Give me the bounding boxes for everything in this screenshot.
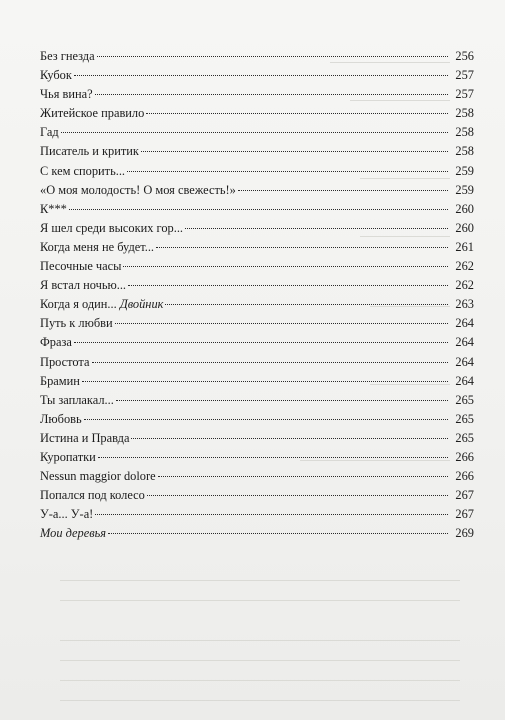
toc-entry-title: У-а... У-а! [40, 507, 94, 522]
toc-entry-title: Попался под колесо [40, 488, 145, 503]
dot-leader [92, 362, 449, 363]
toc-entry-title: Куропатки [40, 449, 96, 464]
toc-entry-title [40, 295, 163, 314]
toc-entry [40, 66, 474, 85]
dot-leader [116, 400, 448, 401]
toc-entry [40, 181, 474, 200]
toc-entry [40, 372, 474, 391]
dot-leader [82, 381, 448, 382]
toc-entry [40, 486, 474, 505]
toc-entry [40, 353, 474, 372]
toc-entry-page: 262 [455, 259, 474, 274]
bleed-through-line [60, 600, 460, 601]
toc-entry [40, 505, 474, 524]
toc-entry-title: «О моя молодость! О моя свежесть!» [40, 182, 236, 197]
dot-leader [147, 495, 448, 496]
toc-entry-page: 258 [455, 106, 474, 121]
bleed-through-line [60, 680, 460, 681]
toc-entry-title-extra: Двойник [119, 297, 164, 312]
toc-entry-title: Брамин [40, 373, 80, 388]
toc-entry-title: Писатель и критик [40, 144, 139, 159]
toc-entry [40, 276, 474, 295]
dot-leader [141, 151, 448, 152]
toc-entry-page: 257 [455, 87, 474, 102]
toc-entry-page: 258 [455, 125, 474, 140]
table-of-contents [40, 47, 474, 543]
toc-entry-title: Истина и Правда [40, 430, 130, 445]
toc-entry-page: 265 [455, 411, 474, 426]
toc-entry-title: Песочные часы [40, 259, 122, 274]
dot-leader [108, 533, 448, 534]
bleed-through-line [60, 580, 460, 581]
dot-leader [97, 56, 448, 57]
dot-leader [156, 247, 448, 248]
toc-entry-title: Nessun maggior dolore [40, 469, 156, 484]
dot-leader [74, 342, 448, 343]
dot-leader [127, 171, 448, 172]
dot-leader [123, 266, 448, 267]
toc-entry [40, 295, 474, 314]
toc-entry [40, 200, 474, 219]
dot-leader [98, 457, 448, 458]
toc-entry-page: 264 [455, 354, 474, 369]
toc-entry-page: 265 [455, 392, 474, 407]
dot-leader [158, 476, 448, 477]
toc-entry [40, 123, 474, 142]
toc-entry-page: 259 [455, 163, 474, 178]
toc-entry-title: Простота [40, 354, 90, 369]
toc-entry-title-main: Когда я один... [40, 297, 117, 312]
dot-leader [69, 209, 448, 210]
dot-leader [84, 419, 448, 420]
toc-entry [40, 429, 474, 448]
dot-leader [95, 514, 448, 515]
toc-entry [40, 142, 474, 161]
toc-entry-title: Без гнезда [40, 49, 95, 63]
dot-leader [74, 75, 448, 76]
dot-leader [128, 285, 448, 286]
toc-entry [40, 391, 474, 410]
toc-entry-title: Я встал ночью... [40, 278, 127, 293]
toc-entry-page: 266 [455, 449, 474, 464]
bleed-through-line [60, 640, 460, 641]
toc-entry [40, 162, 474, 181]
toc-entry-page: 264 [455, 373, 474, 388]
toc-entry-page: 269 [455, 526, 474, 541]
toc-entry-title: Житейское правило [40, 106, 145, 121]
toc-entry-page: 258 [455, 144, 474, 159]
dot-leader [238, 190, 448, 191]
toc-entry-page: 267 [455, 507, 474, 522]
dot-leader [165, 304, 448, 305]
toc-entry-page: 261 [455, 239, 474, 254]
toc-entry-page: 263 [455, 297, 474, 312]
toc-entry-title: Кубок [40, 68, 72, 83]
toc-entry [40, 219, 474, 238]
toc-entry-page: 262 [455, 278, 474, 293]
toc-entry-title: Любовь [40, 411, 82, 426]
toc-entry [40, 314, 474, 333]
toc-entry [40, 238, 474, 257]
toc-entry-title: Мои деревья [40, 526, 107, 541]
toc-entry-title: Гад [40, 125, 59, 140]
toc-entry-title: Чья вина? [40, 87, 93, 102]
toc-entry [40, 47, 474, 66]
toc-entry-title: Ты заплакал... [40, 392, 114, 407]
toc-entry [40, 85, 474, 104]
dot-leader [131, 438, 448, 439]
toc-entry-page: 266 [455, 469, 474, 484]
toc-entry-page: 259 [455, 182, 474, 197]
toc-entry [40, 524, 474, 543]
toc-entry-title: Путь к любви [40, 316, 113, 331]
dot-leader [115, 323, 448, 324]
toc-entry-title: К*** [40, 201, 67, 216]
toc-entry [40, 257, 474, 276]
bleed-through-line [60, 700, 460, 701]
dot-leader [185, 228, 448, 229]
toc-entry-page: 264 [455, 316, 474, 331]
toc-entry [40, 333, 474, 352]
toc-entry-title: Когда меня не будет... [40, 239, 155, 254]
toc-entry-page: 264 [455, 335, 474, 350]
dot-leader [146, 113, 448, 114]
dot-leader [61, 132, 448, 133]
toc-entry-title: С кем спорить... [40, 163, 126, 178]
toc-entry-page: 260 [455, 220, 474, 235]
toc-entry [40, 410, 474, 429]
toc-entry-page: 260 [455, 201, 474, 216]
toc-entry-page: 257 [455, 68, 474, 83]
toc-entry [40, 104, 474, 123]
toc-entry [40, 448, 474, 467]
toc-entry [40, 467, 474, 486]
toc-entry-title: Я шел среди высоких гор... [40, 220, 184, 235]
dot-leader [95, 94, 448, 95]
toc-entry-title: Фраза [40, 335, 72, 350]
bleed-through-line [60, 660, 460, 661]
toc-entry-page: 265 [455, 430, 474, 445]
toc-entry-page: 267 [455, 488, 474, 503]
toc-entry-page: 256 [455, 49, 474, 63]
